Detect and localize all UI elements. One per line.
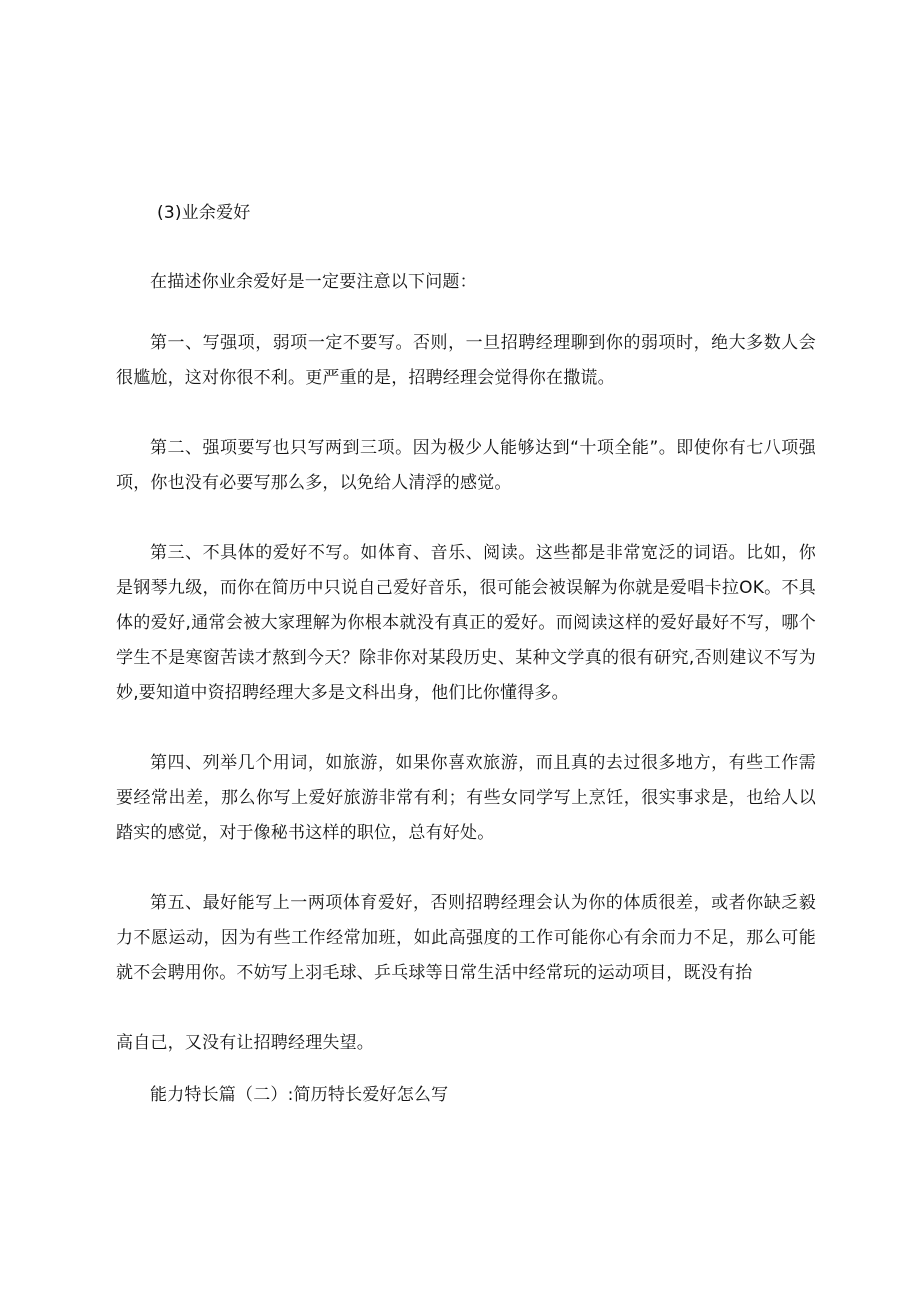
paragraph-3: 第三、不具体的爱好不写。如体育、音乐、阅读。这些都是非常宽泛的词语。比如，你是钢琴九级，而你在简历中只说自己爱好音乐，很可能会被误解为你就是爱唱卡拉OK。不具体的爱好,通常会被大家理解为你根本就没有真正的爱好。而阅读这样的爱好最好不写，哪个学生不是寒窗苦读才熬到今天？除非你对某段历史、某种文学真的很有研究,否则建议不写为妙,要知道中资招聘经理大多是文科出身，他们比你懂得多。	[116, 543, 816, 703]
paragraph-2: 第二、强项要写也只写两到三项。因为极少人能够达到“十项全能”。即使你有七八项强项，你也没有必要写那么多，以免给人清浮的感觉。	[116, 438, 816, 493]
intro-text: 在描述你业余爱好是一定要注意以下问题：	[150, 272, 477, 292]
paragraph-5: 第五、最好能写上一两项体育爱好，否则招聘经理会认为你的体质很差，或者你缺乏毅力不愿运动，因为有些工作经常加班，如此高强度的工作可能你心有余而力不足，那么可能就不会聘用你。不妨写上羽毛球、乒乓球等日常生活中经常玩的运动项目，既没有抬	[116, 893, 816, 983]
paragraph-continuation: 高自己，又没有让招聘经理失望。	[116, 1033, 374, 1053]
next-section-title: 能力特长篇（二）:简历特长爱好怎么写	[150, 1085, 449, 1105]
paragraph-4: 第四、列举几个用词，如旅游，如果你喜欢旅游，而且真的去过很多地方，有些工作需要经常出差，那么你写上爱好旅游非常有利；有些女同学写上烹饪，很实事求是，也给人以踏实的感觉，对于像秘书这样的职位，总有好处。	[116, 753, 816, 843]
section-heading: (3)业余爱好	[157, 203, 251, 223]
paragraph-1: 第一、写强项，弱项一定不要写。否则，一旦招聘经理聊到你的弱项时，绝大多数人会很尴尬，这对你很不利。更严重的是，招聘经理会觉得你在撒谎。	[116, 333, 816, 388]
